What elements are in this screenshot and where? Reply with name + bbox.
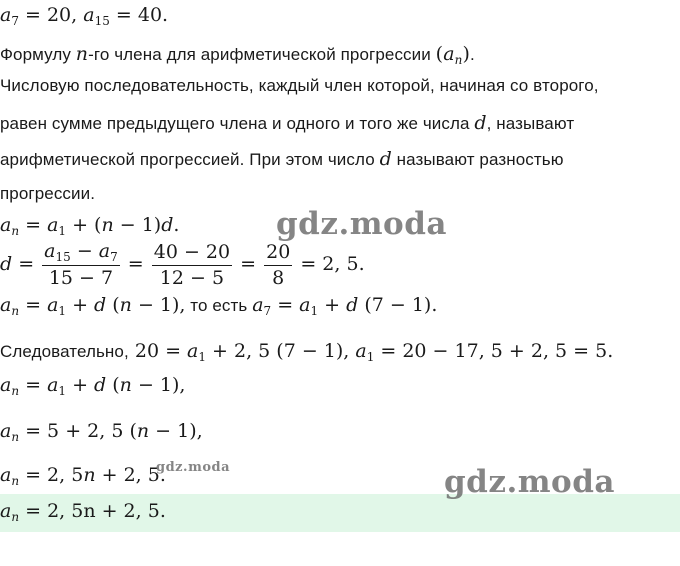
final-answer-value: 2, 5n + 2, 5 <box>47 500 160 522</box>
general-formula: $a_n = a_1 + (n - 1)d$. <box>0 214 180 238</box>
definition-line-1: Числовую последовательность, каждый член которой, начиная со второго, <box>0 76 599 95</box>
given-values: $a_7 = 20$, $a_{15} = 40$. <box>0 4 169 28</box>
formula-intro: Формулу n-го члена для арифметической прогрессии $(a_n)$. <box>0 43 475 67</box>
watermark-lower: gdz.moda <box>444 464 615 500</box>
definition-line-3: арифметической прогрессией. При этом число d называют разностью <box>0 148 564 170</box>
formula-with-d: $a_n = a_1 + d$ (n − 1), то есть $a_7 = a_1 + d$ (7 − 1). <box>0 294 438 318</box>
a15-value: 40 <box>137 4 163 26</box>
d-value: 2, 5 <box>322 253 359 276</box>
definition-line-2: равен сумме предыдущего члена и одного и того же числа d, называют <box>0 112 575 134</box>
a1-calculation: Следовательно, $20 = a_1 + 2$, 5 (7 − 1), $a_1 = 20 - 17$, 5 + 2, 5 = 5. <box>0 340 614 364</box>
watermark-small: gdz.moda <box>156 460 231 475</box>
fraction-3: $\frac{20}{8}$ <box>266 240 291 289</box>
final-answer: $a_n = 2$, 5n + 2, 5. <box>0 500 166 524</box>
formula-step-2: $a_n = 5 + 2$, 5 (n − 1), <box>0 420 203 444</box>
a1-value: 20 − 17, 5 + 2, 5 = 5 <box>402 340 608 362</box>
fraction-1: $\frac{a_{15} - a_7}{15 - 7}$ <box>44 240 118 290</box>
formula-step-3: $a_n = 2$, 5n + 2, 5. <box>0 464 166 488</box>
a7-value: 20 <box>46 4 72 26</box>
watermark-upper: gdz.moda <box>276 206 447 242</box>
formula-step-1: $a_n = a_1 + d$ (n − 1), <box>0 374 186 398</box>
difference-calculation: d = $\frac{a_{15} - a_7}{15 - 7}$ = $\frac{40 - 20}{12 - 5}$ = $\frac{20}{8}$ = 2, 5. <box>0 240 365 290</box>
fraction-2: $\frac{40 - 20}{12 - 5}$ <box>153 240 231 289</box>
definition-line-4: прогрессии. <box>0 184 96 203</box>
